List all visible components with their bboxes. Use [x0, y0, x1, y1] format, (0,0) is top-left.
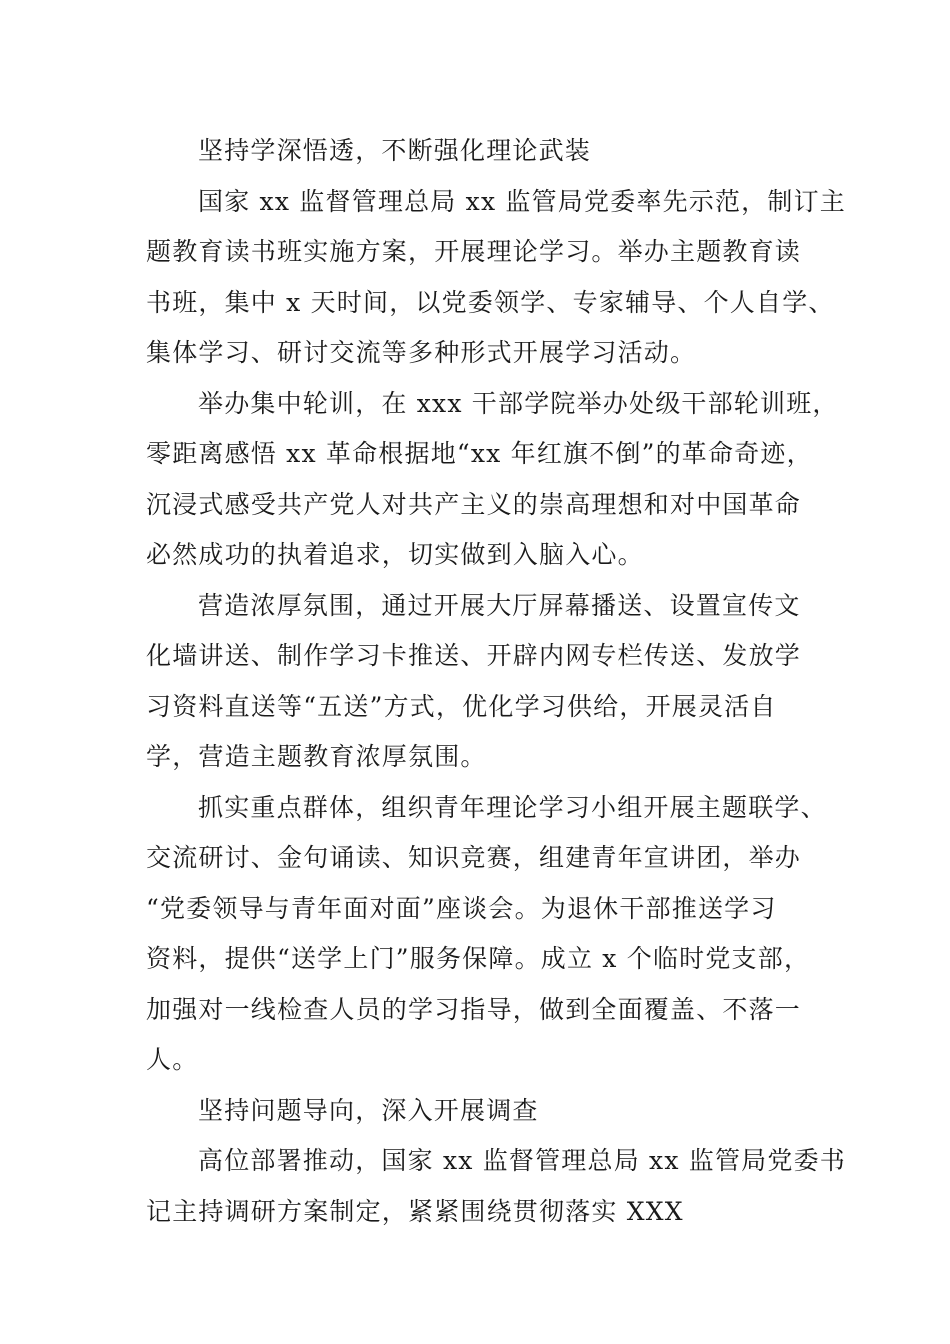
paragraph [146, 1136, 846, 1237]
paragraph-line: 人。 [146, 1045, 199, 1074]
paragraph-line: 必然成功的执着追求，切实做到入脑入心。 [146, 540, 644, 569]
paragraph-line: 零距离感悟 xx 革命根据地“xx 年红旗不倒”的革命奇迹， [146, 439, 813, 468]
paragraph-line: 书班，集中 x 天时间，以党委领学、专家辅导、个人自学、 [146, 287, 835, 317]
paragraph-line: 学，营造主题教育浓厚氛围。 [146, 742, 487, 771]
paragraph [146, 783, 827, 1086]
paragraph-line: 习资料直送等“五送”方式，优化学习供给，开展灵活自 [146, 691, 777, 721]
paragraph-line: 集体学习、研讨交流等多种形式开展学习活动。 [146, 338, 697, 367]
paragraph [146, 581, 806, 783]
paragraph-line: 加强对一线检查人员的学习指导，做到全面覆盖、不落一 [146, 994, 802, 1024]
paragraph-line: 抓实重点群体，组织青年理论学习小组开展主题联学、 [198, 792, 827, 822]
paragraph-line: 题教育读书班实施方案，开展理论学习。举办主题教育读 [146, 237, 802, 266]
section-heading [146, 126, 806, 177]
paragraph-line: 国家 xx 监督管理总局 xx 监管局党委率先示范，制订主 [198, 186, 846, 216]
paragraph [146, 177, 846, 379]
heading-line: 坚持学深悟透，不断强化理论武装 [198, 136, 592, 165]
paragraph-line: 化墙讲送、制作学习卡推送、开辟内网专栏传送、发放学 [146, 641, 802, 670]
heading-line: 坚持问题导向，深入开展调查 [198, 1095, 539, 1125]
paragraph-line: 资料，提供“送学上门”服务保障。成立 x 个临时党支部， [146, 944, 811, 973]
paragraph-line: “党委领导与青年面对面”座谈会。为退休干部推送学习 [146, 893, 777, 923]
paragraph [146, 379, 839, 581]
paragraph-line: 记主持调研方案制定，紧紧围绕贯彻落实 XXX [146, 1196, 684, 1226]
paragraph-line: 营造浓厚氛围，通过开展大厅屏幕播送、设置宣传文 [198, 590, 801, 620]
paragraph-line: 举办集中轮训，在 xxx 干部学院举办处级干部轮训班， [198, 388, 839, 418]
document-body [146, 126, 846, 1237]
paragraph-line: 高位部署推动，国家 xx 监督管理总局 xx 监管局党委书 [198, 1146, 846, 1175]
paragraph-line: 交流研讨、金句诵读、知识竞赛，组建青年宣讲团，举办 [146, 843, 802, 872]
paragraph-line: 沉浸式感受共产党人对共产主义的崇高理想和对中国革命 [146, 489, 802, 519]
section-heading [146, 1086, 806, 1137]
